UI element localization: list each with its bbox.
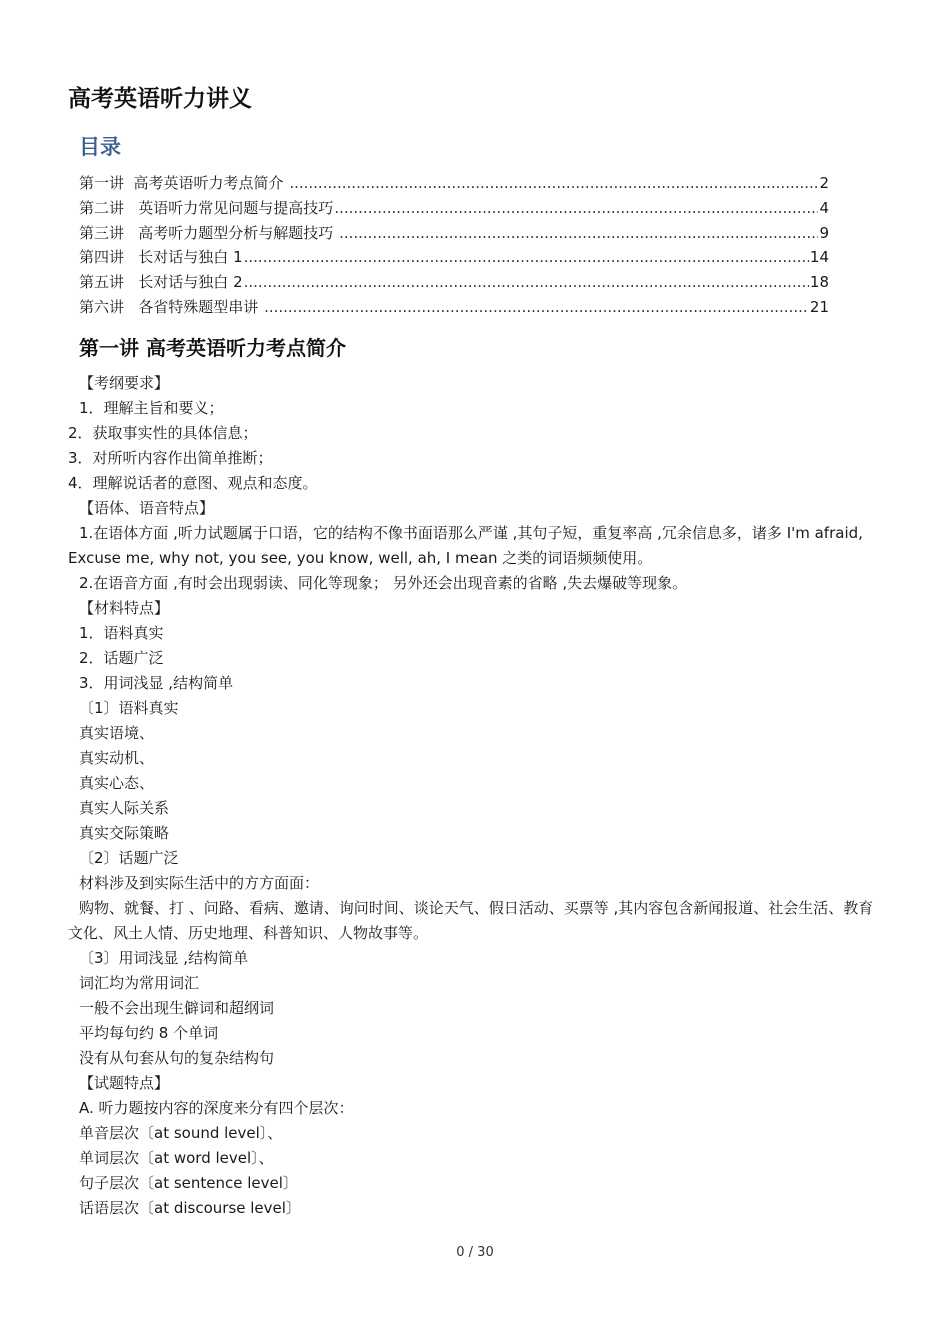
body-line: 平均每句约 8 个单词 (79, 1024, 219, 1042)
body-line: 1．理解主旨和要义； (79, 399, 224, 417)
document-title: 高考英语听力讲义 (68, 86, 252, 112)
body-line: 3．对所听内容作出简单推断； (68, 449, 273, 467)
body-line: 2．话题广泛 (79, 649, 164, 667)
toc-item-page: 4 (819, 198, 829, 217)
toc-leader-dots (334, 199, 818, 217)
body-line: 【试题特点】 (79, 1074, 170, 1092)
body-line: A. 听力题按内容的深度来分有四个层次： (79, 1099, 354, 1117)
body-line: 话语层次〔at discourse level〕 (79, 1199, 301, 1217)
toc-item-page: 2 (819, 174, 829, 192)
toc-leader-dots (264, 298, 809, 316)
body-line: 材料涉及到实际生活中的方方面面： (79, 874, 320, 892)
toc-item-label: 第二讲 英语听力常见问题与提高技巧 (79, 198, 334, 217)
page-indicator: 0 / 30 (456, 1245, 494, 1260)
toc-item-page: 18 (809, 273, 829, 292)
toc-leader-dots (339, 224, 818, 242)
table-of-contents (79, 172, 829, 321)
toc-item[interactable] (79, 296, 829, 321)
body-line: 真实交际策略 (79, 824, 170, 842)
toc-item-page: 9 (819, 223, 829, 242)
body-line: 真实语境、 (79, 724, 155, 742)
body-line: 4．理解说话者的意图、观点和态度。 (68, 474, 318, 492)
toc-item-label: 第一讲 高考英语听力考点简介 (79, 174, 289, 192)
body-line: 1．语料真实 (79, 624, 164, 642)
toc-leader-dots (244, 273, 809, 291)
body-line: 一般不会出现生僻词和超纲词 (79, 999, 275, 1017)
toc-item-label: 第六讲 各省特殊题型串讲 (79, 297, 264, 316)
toc-item-label: 第四讲 长对话与独白 1 (79, 248, 243, 267)
section-body (68, 371, 888, 1221)
body-line: 【材料特点】 (79, 599, 170, 617)
toc-item[interactable] (79, 271, 829, 296)
body-line: 3．用词浅显 ,结构简单 (79, 674, 234, 692)
toc-item-label: 第三讲 高考听力题型分析与解题技巧 (79, 223, 339, 242)
body-paragraph: 1.在语体方面 ,听力试题属于口语，它的结构不像书面语那么严谨 ,其句子短，重复率高 ,冗余信息多，诸多 I'm afraid, Excuse me, why not, you see, you know, well, ah, I mean 之类的词语频频使用。 (68, 524, 863, 567)
body-line: 〔1〕语料真实 (79, 699, 179, 717)
body-line: 真实动机、 (79, 749, 155, 767)
body-line: 〔2〕话题广泛 (79, 849, 179, 867)
toc-item-page: 14 (809, 248, 829, 267)
body-line: 单音层次〔at sound level〕、 (79, 1124, 283, 1142)
body-line: 2.在语音方面 ,有时会出现弱读、同化等现象； 另外还会出现音素的省略 ,失去爆破等现象。 (79, 574, 688, 592)
section-heading: 第一讲 高考英语听力考点简介 (79, 336, 346, 360)
body-line: 词汇均为常用词汇 (79, 974, 200, 992)
body-line: 2．获取事实性的具体信息； (68, 424, 258, 442)
body-line: 句子层次〔at sentence level〕 (79, 1174, 298, 1192)
body-line: 【语体、语音特点】 (79, 499, 215, 517)
body-line: 没有从句套从句的复杂结构句 (79, 1049, 275, 1067)
toc-item[interactable] (79, 172, 829, 197)
toc-heading: 目录 (79, 135, 121, 159)
toc-item[interactable] (79, 222, 829, 247)
toc-leader-dots (244, 248, 809, 266)
toc-item[interactable] (79, 246, 829, 271)
toc-item[interactable] (79, 197, 829, 222)
body-line: 〔3〕用词浅显 ,结构简单 (79, 949, 249, 967)
body-line: 单词层次〔at word level〕、 (79, 1149, 274, 1167)
toc-item-label: 第五讲 长对话与独白 2 (79, 273, 243, 292)
body-paragraph: 购物、就餐、打 、问路、看病、邀请、询问时间、谈论天气、假日活动、买票等 ,其内容包含新闻报道、社会生活、教育文化、风土人情、历史地理、科普知识、人物故事等。 (68, 899, 874, 942)
toc-leader-dots (289, 174, 818, 192)
toc-item-page: 21 (809, 297, 829, 316)
body-line: 真实人际关系 (79, 799, 170, 817)
body-line: 【考纲要求】 (79, 374, 170, 392)
body-line: 真实心态、 (79, 774, 155, 792)
